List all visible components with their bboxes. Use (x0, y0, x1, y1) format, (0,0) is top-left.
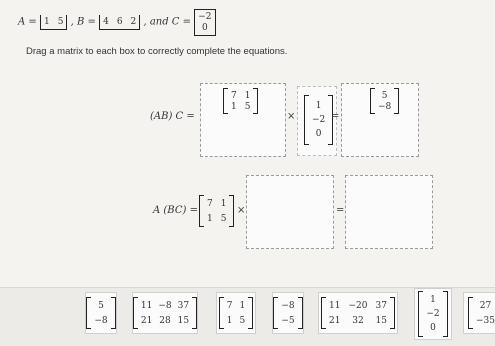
tile-2-cells (138, 299, 192, 328)
tile-6-right-bracket (443, 291, 448, 337)
tile-3-right-bracket (248, 297, 253, 329)
matrix-a (40, 13, 67, 31)
c-0: −2 (198, 11, 212, 22)
instruction-text: Drag a matrix to each box to correctly complete the equations. (26, 46, 288, 57)
tile-1[interactable] (85, 292, 117, 334)
tile-5[interactable] (318, 292, 398, 334)
tile-5-cell: 15 (375, 315, 387, 326)
eq1-label: (AB) C = (150, 111, 195, 122)
tile-7-cell: −35 (476, 315, 495, 326)
box1-cells (228, 89, 253, 114)
eq2-cell: 1 (207, 213, 213, 224)
tile-6-cells (423, 293, 442, 335)
box1-cell: 5 (244, 101, 251, 112)
box2-cell: −8 (378, 101, 392, 112)
tile-1-cells (91, 299, 110, 328)
eq2-right-bracket (229, 195, 234, 227)
a-0: 1 (43, 16, 50, 27)
tile-3-cells (224, 299, 248, 328)
eq1-equals: = (331, 111, 340, 122)
drop-box-3[interactable] (246, 175, 334, 249)
box1-cell: 7 (231, 90, 237, 101)
tile-1-matrix (86, 297, 115, 329)
tile-5-cell: −20 (348, 300, 368, 311)
tile-4[interactable] (272, 292, 304, 334)
drop-box-4[interactable] (345, 175, 433, 249)
eq2-cells (204, 197, 229, 226)
b-2: 2 (130, 16, 137, 27)
tile-5-cell: 37 (375, 300, 387, 311)
drop-box-2[interactable] (341, 83, 419, 157)
tile-7-matrix (468, 297, 495, 329)
c-prefix: , and C = (143, 16, 192, 28)
a-prefix: A = (18, 16, 37, 28)
tile-7-cell: 27 (479, 300, 492, 311)
tile-5-matrix (321, 297, 395, 329)
eq2-cell: 5 (220, 213, 227, 224)
tile-7[interactable] (463, 292, 495, 334)
box1-cell: 1 (231, 101, 237, 112)
eq2-matrix (199, 195, 234, 227)
tile-3-cell: 7 (226, 300, 233, 311)
tile-4-cell: −8 (281, 300, 295, 311)
box1-right-bracket (253, 88, 258, 114)
b-0: 4 (103, 16, 109, 27)
box2-matrix (370, 88, 399, 114)
tile-2[interactable] (132, 292, 198, 334)
tile-5-cells (326, 299, 390, 328)
box1-cell: 1 (244, 90, 251, 101)
tile-5-right-bracket (390, 297, 395, 329)
tile-2-cell: 15 (177, 315, 190, 326)
matrix-a-cells (40, 15, 67, 30)
vector-cell: 1 (315, 101, 322, 111)
tile-3-cell: 1 (239, 300, 246, 311)
a-1: 5 (57, 16, 64, 27)
box1-matrix (223, 88, 258, 114)
tile-2-cell: −8 (158, 300, 172, 311)
vector-cell: 0 (315, 129, 322, 139)
tile-2-cell: 21 (140, 315, 153, 326)
tile-5-cell: 21 (329, 315, 341, 326)
tile-6-cell: 0 (430, 323, 436, 333)
tile-6-cell: −2 (426, 309, 440, 319)
eq2-times: × (237, 205, 246, 216)
eq2-cell: 7 (207, 198, 213, 209)
matrix-b (99, 13, 140, 31)
tile-2-cell: 28 (159, 315, 171, 326)
tile-2-cell: 11 (140, 300, 153, 311)
tile-4-cells (278, 299, 297, 328)
box2-right-bracket (394, 88, 399, 114)
tile-6-matrix (418, 291, 447, 337)
tile-5-cell: 11 (329, 300, 341, 311)
tile-1-right-bracket (111, 297, 116, 329)
tile-4-cell: −5 (281, 315, 295, 326)
matrix-b-cells (99, 15, 140, 30)
tile-4-matrix (273, 297, 302, 329)
box2-cells (375, 89, 394, 114)
tile-1-cell: −8 (94, 315, 108, 326)
b-1: 6 (116, 16, 123, 27)
tile-7-cells (473, 299, 495, 328)
eq2-cell: 1 (220, 198, 227, 209)
tile-4-right-bracket (298, 297, 303, 329)
drop-box-1[interactable] (200, 83, 286, 157)
matrix-definitions (18, 8, 216, 36)
matrix-c-cells (194, 9, 215, 36)
c-1: 0 (201, 22, 208, 33)
tile-5-cell: 32 (352, 315, 364, 326)
tile-2-matrix (133, 297, 197, 329)
vector-matrix (304, 95, 333, 145)
vector-cell: −2 (312, 115, 326, 125)
tile-3-cell: 5 (239, 315, 246, 326)
tile-2-right-bracket (192, 297, 197, 329)
eq2-label: A (BC) = (153, 205, 198, 216)
tile-3-matrix (219, 297, 253, 329)
matrix-c (194, 8, 215, 36)
tile-3-cell: 1 (226, 315, 233, 326)
vector-cells (309, 99, 328, 141)
eq2-equals: = (336, 205, 345, 216)
tile-6-cell: 1 (430, 295, 436, 305)
eq1-times: × (287, 111, 296, 122)
box2-cell: 5 (381, 90, 388, 101)
tile-6[interactable] (414, 288, 452, 340)
b-prefix: , B = (70, 16, 96, 28)
tile-3[interactable] (216, 292, 256, 334)
tile-1-cell: 5 (98, 300, 104, 311)
tile-2-cell: 37 (177, 300, 190, 311)
